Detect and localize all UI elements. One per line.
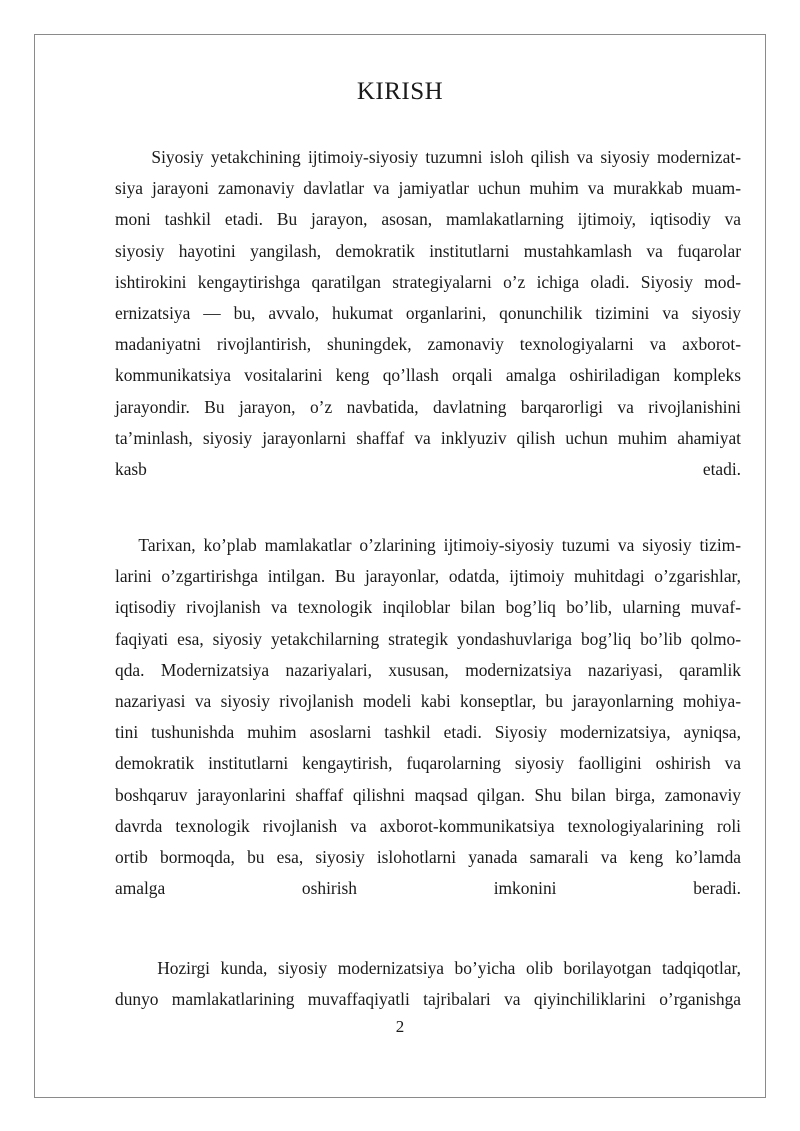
paragraph-line: larini o’zgartirishga intilgan. Bu jarayonlar, odatda, ijtimoiy muhitdagi o’zgarishlar, bbox=[115, 566, 741, 587]
paragraph-line: faqiyati esa, siyosiy yetakchilarning strategik yondashuvlariga bog’liq bo’lib qolmo- bbox=[115, 628, 741, 649]
page-number: 2 bbox=[395, 1017, 405, 1036]
paragraph-line: Tarixan, ko’plab mamlakatlar o’zlarining ijtimoiy-siyosiy tuzumi va siyosiy tizim- bbox=[115, 535, 741, 555]
paragraph-line: siyosiy hayotini yangilash, demokratik institutlarni mustahkamlash va fuqarolar bbox=[115, 240, 741, 261]
paragraph-line: dunyo mamlakatlarining muvaffaqiyatli tajribalari va qiyinchiliklarini o’rganishga bbox=[115, 989, 741, 1010]
paragraph-line: tini tushunishda muhim asoslarni tashkil etadi. Siyosiy modernizatsiya, ayniqsa, bbox=[115, 722, 741, 743]
paragraph-line: ishtirokini kengaytirishga qaratilgan strategiyalarni o’z ichiga oladi. Siyosiy mod- bbox=[115, 271, 741, 292]
paragraph-line: qda. Modernizatsiya nazariyalari, xususan, modernizatsiya nazariyasi, qaramlik bbox=[115, 659, 741, 680]
paragraph-line: kasb etadi. bbox=[115, 459, 741, 480]
paragraph-line: Siyosiy yetakchining ijtimoiy-siyosiy tuzumni isloh qilish va siyosiy modernizat- bbox=[115, 147, 741, 167]
paragraph-line: ernizatsiya — bu, avvalo, hukumat organlarini, qonunchilik tizimini va siyosiy bbox=[115, 303, 741, 324]
paragraph-line: jarayondir. Bu jarayon, o’z navbatida, davlatning barqarorligi va rivojlanishini bbox=[115, 396, 741, 417]
paragraph-3 bbox=[115, 953, 741, 1015]
paragraph-2 bbox=[115, 530, 741, 904]
paragraph-line: nazariyasi va siyosiy rivojlanish modeli kabi konseptlar, bu jarayonlarning mohiya- bbox=[115, 691, 741, 712]
paragraph-line: moni tashkil etadi. Bu jarayon, asosan, mamlakatlarning ijtimoiy, iqtisodiy va bbox=[115, 209, 741, 230]
paragraph-line: boshqaruv jarayonlarini shaffaf qilishni maqsad qilgan. Shu bilan birga, zamonaviy bbox=[115, 784, 741, 805]
paragraph-1 bbox=[115, 142, 741, 485]
paragraph-line: madaniyatni rivojlantirish, shuningdek, zamonaviy texnologiyalarni va axborot- bbox=[115, 334, 741, 355]
paragraph-line: ta’minlash, siyosiy jarayonlarni shaffaf va inklyuziv qilish uchun muhim ahamiyat bbox=[115, 427, 741, 448]
paragraph-line: Hozirgi kunda, siyosiy modernizatsiya bo’yicha olib borilayotgan tadqiqotlar, bbox=[115, 958, 741, 978]
paragraph-line: siya jarayoni zamonaviy davlatlar va jamiyatlar uchun muhim va murakkab muam- bbox=[115, 178, 741, 199]
paragraph-line: kommunikatsiya vositalarini keng qo’llash orqali amalga oshiriladigan kompleks bbox=[115, 365, 741, 386]
paragraph-line: amalga oshirish imkonini beradi. bbox=[115, 878, 741, 899]
paragraph-line: davrda texnologik rivojlanish va axborot-kommunikatsiya texnologiyalarining roli bbox=[115, 815, 741, 836]
document-title: KIRISH bbox=[356, 78, 444, 105]
paragraph-line: iqtisodiy rivojlanish va texnologik inqiloblar bilan bog’liq bo’lib, ularning muvaf- bbox=[115, 597, 741, 618]
paragraph-line: ortib bormoqda, bu esa, siyosiy islohotlarni yanada samarali va keng ko’lamda bbox=[115, 847, 741, 868]
paragraph-line: demokratik institutlarni kengaytirish, fuqarolarning siyosiy faolligini oshirish va bbox=[115, 753, 741, 774]
